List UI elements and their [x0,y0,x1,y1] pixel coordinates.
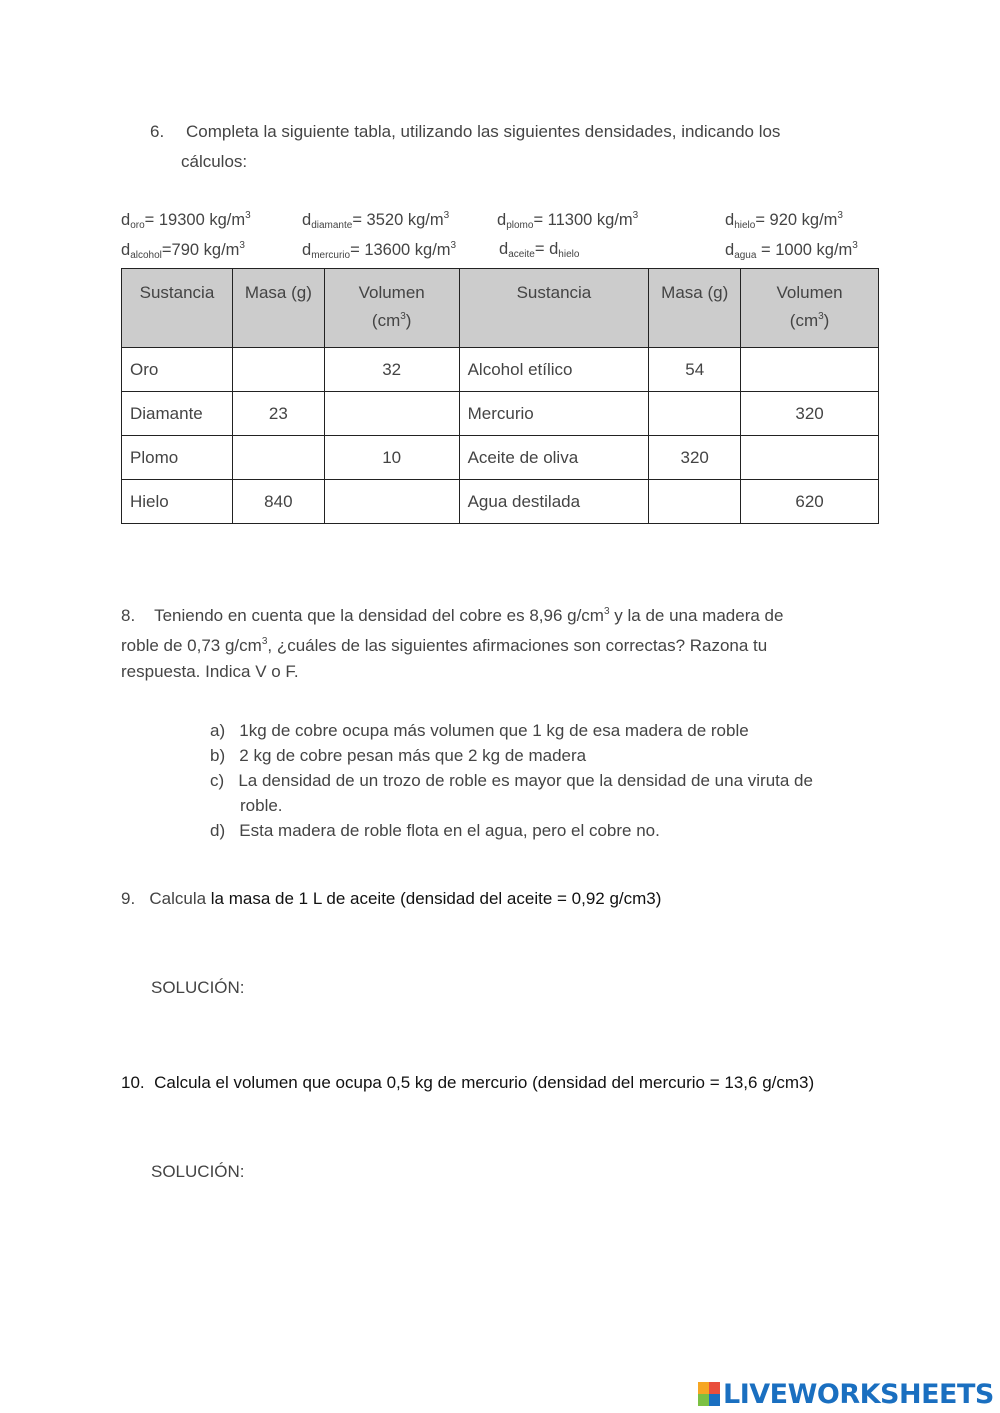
table-row [122,392,879,436]
option-a: a) 1kg de cobre ocupa más volumen que 1 kg de esa madera de roble [210,721,749,740]
density-diamante: $d_{diamante}= 3520$ $kg/m^3$ [302,210,450,231]
table-header-row [122,269,879,348]
cell-mass[interactable] [649,480,741,524]
cell-substance: Alcohol etílico [459,348,649,392]
header-volumen: Volumen $(cm^3)$ [324,269,459,348]
header-masa-2: Masa (g) [649,269,741,348]
density-aceite: $d_{aceite}= d_{hielo}$ [499,240,580,260]
cell-mass[interactable] [232,348,324,392]
table-row [122,480,879,524]
header-volumen-2: Volumen $(cm^3)$ [741,269,879,348]
q9-solution: SOLUCIÓN: [151,978,245,997]
cell-substance: Mercurio [459,392,649,436]
liveworksheets-logo [698,1379,994,1409]
cell-volume[interactable] [324,392,459,436]
q10-text: 10. Calcula el volumen que ocupa 0,5 kg de mercurio (densidad del mercurio = 13,6 g/cm3) [121,1073,815,1092]
q9-text: 9. Calcula la masa de 1 L de aceite (densidad del aceite = 0,92 g/cm3) [121,889,662,908]
logo-text: LIVEWORKSHEETS [723,1378,994,1410]
q6-text-line2: cálculos: [181,152,248,171]
cell-mass[interactable] [649,392,741,436]
cell-substance: Oro [122,348,233,392]
option-c: c) La densidad de un trozo de roble es mayor que la densidad de una viruta de [210,771,813,790]
cell-substance: Plomo [122,436,233,480]
cell-mass[interactable] [232,436,324,480]
table-row [122,436,879,480]
q6-text-line1: Completa la siguiente tabla, utilizando las siguientes densidades, indicando los [186,122,781,141]
cell-mass[interactable]: 320 [649,436,741,480]
cell-volume[interactable]: 620 [741,480,879,524]
cell-volume[interactable]: 32 [324,348,459,392]
logo-mark-icon [698,1382,720,1406]
option-b: b) 2 kg de cobre pesan más que 2 kg de madera [210,746,587,765]
density-alcohol: $d_{alcohol}=790$ $kg/m^3$ [121,240,245,261]
option-d: d) Esta madera de roble flota en el agua, pero el cobre no. [210,821,660,840]
header-sustancia: Sustancia [122,269,233,348]
cell-volume[interactable]: 320 [741,392,879,436]
cell-volume[interactable]: 10 [324,436,459,480]
cell-volume[interactable] [324,480,459,524]
q10-solution: SOLUCIÓN: [151,1162,245,1181]
q8-line3: respuesta. Indica V o F. [121,662,299,681]
cell-volume[interactable] [741,436,879,480]
q8-line1: 8. Teniendo en cuenta que la densidad del cobre es 8,96 $g/cm^3$ y la de una madera de [121,606,784,625]
cell-mass[interactable]: 840 [232,480,324,524]
header-sustancia-2: Sustancia [459,269,649,348]
cell-substance: Aceite de oliva [459,436,649,480]
density-agua: $d_{agua} = 1000$ $kg/m^3$ [725,240,858,261]
cell-substance: Diamante [122,392,233,436]
q8-options [210,718,890,843]
cell-substance: Agua destilada [459,480,649,524]
cell-mass[interactable]: 54 [649,348,741,392]
density-plomo: $d_{plomo}= 11300$ $kg/m^3$ [497,210,639,231]
option-c-cont: roble. [240,796,283,815]
density-hielo: $d_{hielo}= 920$ $kg/m^3$ [725,210,843,231]
density-oro: $d_{oro}= 19300$ $kg/m^3$ [121,210,251,231]
cell-mass[interactable]: 23 [232,392,324,436]
density-table [121,268,879,524]
q6-number: 6. [150,122,165,141]
cell-substance: Hielo [122,480,233,524]
q8-line2: roble de 0,73 $g/cm^3$, ¿cuáles de las siguientes afirmaciones son correctas? Razona tu [121,636,768,655]
header-masa: Masa (g) [232,269,324,348]
table-row [122,348,879,392]
density-mercurio: $d_{mercurio}= 13600$ $kg/m^3$ [302,240,457,261]
cell-volume[interactable] [741,348,879,392]
